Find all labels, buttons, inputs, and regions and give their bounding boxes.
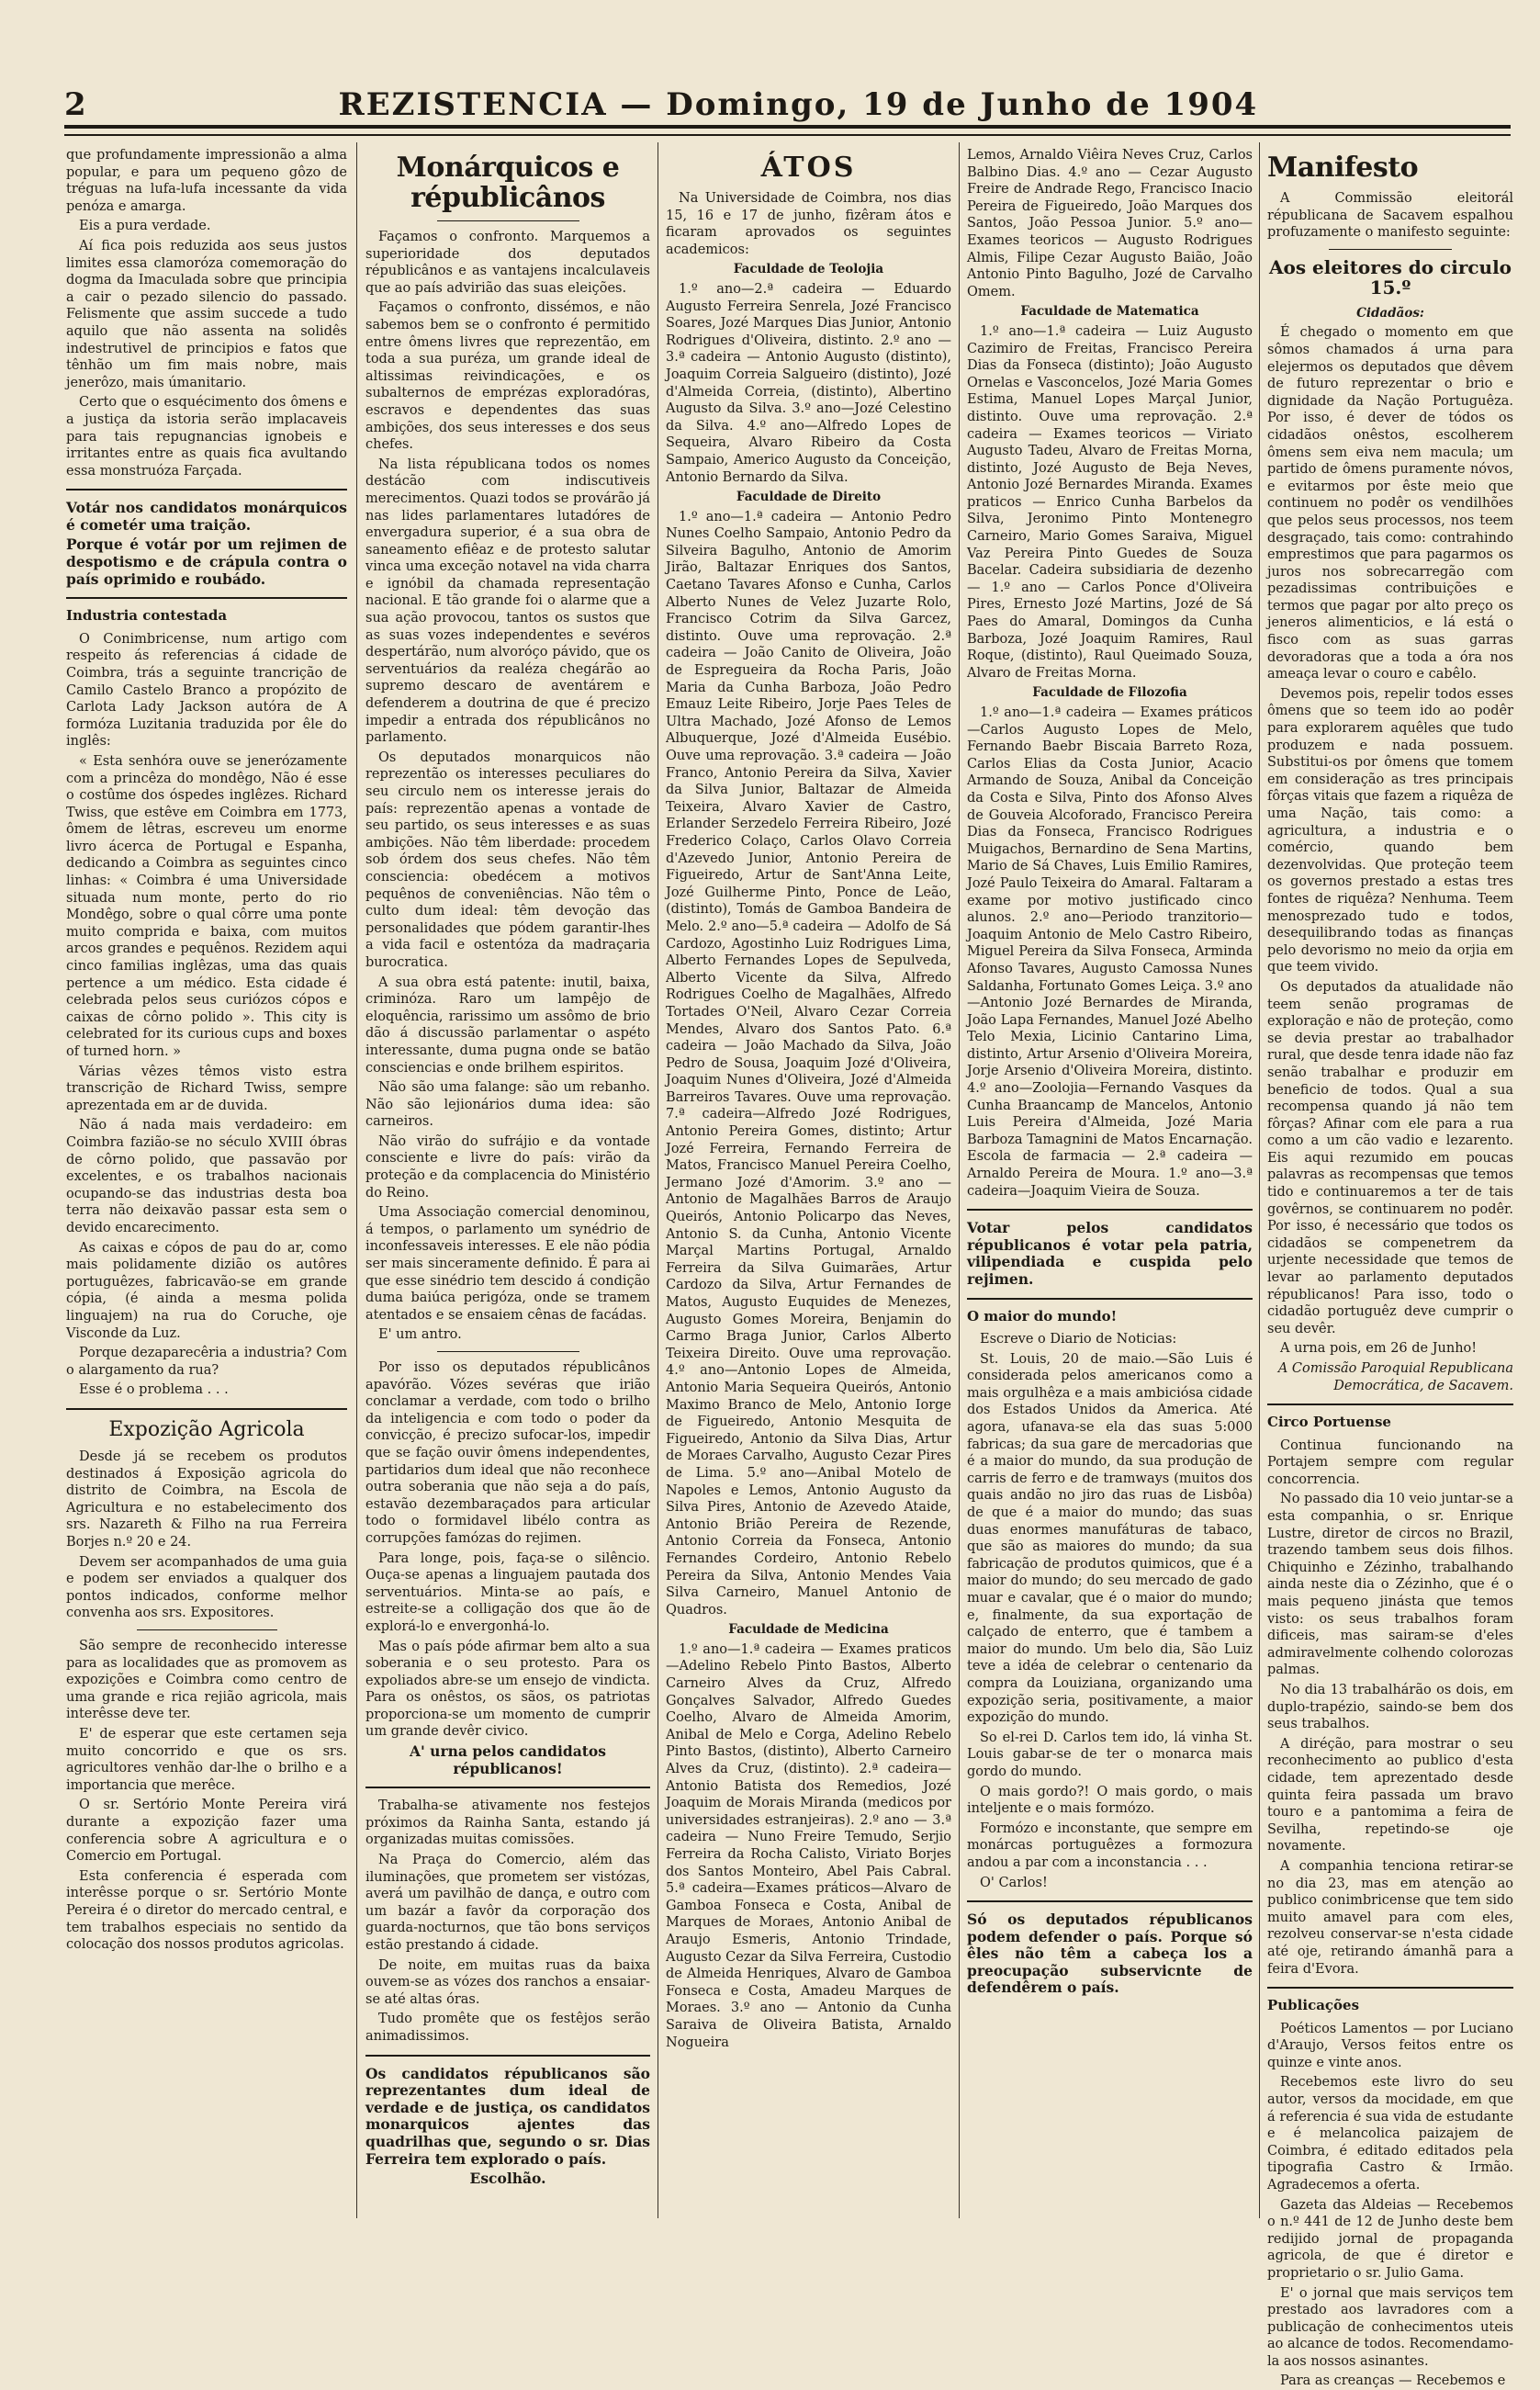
paragraph: Eis a pura verdade. (79, 219, 211, 234)
column-2 (365, 147, 650, 2214)
paragraph: A sua obra está patente: inutil, baixa, criminóza. Raro um lampêjo de eloquência, rarissimo um assômo de brio dão á discussão parlamentar o aspéto interessante, duma pugna onde se batão consciencias e onde brilhem espiritos. (365, 975, 650, 1076)
paragraph: Mas o país póde afirmar bem alto a sua soberania e o seu protesto. Para os expoliados abre-se um ensejo de vindicta. Para os onêstos, os sãos, os patriotas proporciona-se um momento de cumprir um grande devêr civico. (365, 1639, 650, 1740)
slogan: Porque é votár por um rejimen de despotismo e de crápula contra o país oprimido e roubádo. (66, 535, 347, 588)
article-title: Expozição Agricola (108, 1417, 305, 1441)
paragraph: Façamos o confronto. Marquemos a superioridade dos deputados républicânos e as vantajens incalculaveis que ao país advirião das suas eleições. (365, 230, 650, 296)
paragraph: O Conimbricense, num artigo com respeito ás referencias á cidade de Coimbra, trás a seguinte trancrição de Camilo Castelo Branco a propózito de Carlota Lady Jackson autóra de A formóza Luzitania traduzida por êle do inglês: (66, 631, 347, 750)
article-title: Publicações (1267, 1997, 1360, 2014)
article-title: Monárquicos e républicânos (396, 152, 620, 214)
paragraph: No dia 13 trabalhárão os dois, em duplo-trapézio, saindo-se bem dos seus trabalhos. (1267, 1683, 1513, 1732)
paragraph: Gazeta das Aldeias — Recebemos o n.º 441 de 12 de Junho deste bem redijido jornal de propaganda agricola, de que é diretor e proprietario o sr. Julio Gama. (1267, 2197, 1513, 2281)
paragraph: A Commissão eleitorál républicana de Sacavem espalhou profuzamente o manifesto seguinte: (1267, 191, 1513, 241)
section-title: Aos eleitores do circulo 15.º (1268, 255, 1512, 299)
section-title: Faculdade de Medicina (728, 1622, 889, 1638)
column-4 (967, 147, 1253, 2214)
paragraph: É chegado o momento em que sômos chamados á urna para elejermos os deputados que dêvem de futuro reprezentar o brio e dignidade da Nação Portuguêza. Por isso, é dever de tódos os cidadãos onêstos, escolherem ômens sem eiva nem macula; um partido de ômens puramente nóvos, e evitarmos por êste meio que continuem no podêr os vendilhões que pelos seus processos, nos teem desgraçado, tais como: contrahindo emprestimos que para pagarmos os juros nos sobrecarregão com pezadissimas contribuições e termos que pagar por alto preço os jeneros alimenticios, e lá está o fisco com as suas garras devoradoras que a toda a óra nos ameaça levar o couro e cabêlo. (1267, 325, 1513, 682)
article-title: Manifesto (1267, 152, 1419, 184)
paragraph: Desde já se recebem os produtos destinados á Exposição agricola do distrito de Coimbra, na Escola de Agricultura e no estabelecimento dos srs. Nazareth & Filho na rua Ferreira Borjes n.º 20 e 24. (66, 1449, 347, 1550)
paragraph: Trabalha-se ativamente nos festejos próximos da Rainha Santa, estando já organizadas muitas comissões. (365, 1798, 650, 1848)
paragraph: Na lista républicana todos os nomes destácão com indiscutiveis merecimentos. Quazi todos se provárão já nas lides parlamentares lutadóres de envergadura superior, é a sua obra de saneamento efiêaz e de protesto salutar vinca uma exceção notavel na vida charra e ignóbil da chamada representação nacional. E tão grande foi o alarme que a sua ação provocou, tantos os sustos que as suas vozes independentes e sevéros despertárão, num alvoróço pávido, que os serventuários da realéza chegárão ao supremo descaro de aventárem e defenderem a doutrina de que é precizo impedir a entrada dos républicânos no parlamento. (365, 457, 650, 746)
slogan: Só os deputados républicanos podem defender o país. Porque só êles não têm a cabeça los a preocupação subservicnte de defendêrem o país. (967, 1911, 1253, 1997)
section-title: Faculdade de Teolojia (733, 262, 884, 277)
paragraph: O sr. Sertório Monte Pereira virá durante a expozição fazer uma conferencia sobre A agricultura e o Comercio em Portugal. (66, 1798, 347, 1865)
paragraph: Por isso os deputados républicânos apavórão. Vózes sevéras que irião conclamar a verdade, com todo o brilho da inteligencia e com todo o poder da convicção, é precizo sufocar-los, impedir que se fação ouvir ômens independentes, partidarios dum ideal que não reconhece outra soberania que não seja a do país, estavão dezembaraçados para articular todo o formidavel libélo contra as corrupções famózas do rejimen. (365, 1360, 650, 1546)
paragraph: Tudo promête que os festêjos serão animadissimos. (365, 2012, 650, 2044)
paragraph: Poéticos Lamentos — por Luciano d'Araujo, Versos feitos entre os quinze e vinte anos. (1267, 2021, 1513, 2070)
paragraph: São sempre de reconhecido interesse para as localidades que as promovem as expozições e Coimbra como centro de uma grande e rica rejião agricola, mais interêsse deve ter. (66, 1639, 347, 1722)
paragraph: Formózo e inconstante, que sempre em monárcas portuguêzes a formozura andou a par com a inconstancia . . . (967, 1821, 1253, 1870)
article-title: Industria contestada (66, 607, 228, 625)
quote: « Esta senhóra ouve se jenerózamente com a princêza do mondêgo, Não é esse o costûme dos óspedes inglêzes. Richard Twiss, que estêve em Coimbra em 1773, ômem de lêtras, escreveu um enorme livro ácerca de Portugal e Espanha, dedicando a Coimbra as seguintes cinco linhas: « Coimbra é uma Universidade situada num monte, perto do rio Mondêgo, sobre o qual côrre uma ponte muito comprida e baixa, com muitos arcos grandes e pequênos. Rezidem aqui cinco familias inglêzas, uma das quais pertence a um médico. Esta cidade é celebrada pelos seus curiózos cópos e caixas de côrno polido ». This city is celebrated for its curious cups and boxes of turned horn. » (66, 753, 347, 1059)
paragraph: Uma Associação comercial denominou, á tempos, o parlamento um synédrio de inconfessaveis interesses. E ele não pódia ser mais sinceramente definido. É para ai que esse sinédrio tem descido á condição duma baiúca perigóza, onde se tramem atentados e se ensaiem cênas de facádas. (365, 1205, 650, 1323)
paragraph: E' o jornal que mais serviços tem prestado aos lavradores com a publicação de conhecimentos uteis ao alcance de todos. Recomendamo-la aos nossos asinantes. (1267, 2285, 1513, 2369)
slogan: Os candidatos républicanos são reprezentantes dum ideal de verdade e de justiça, os candidatos monarquicos ajentes das quadrilhas que, segundo o sr. Dias Ferreira tem explorado o país. (365, 2064, 650, 2168)
paragraph: Porque dezaparecêria a industria? Com o alargamento da rua? (66, 1346, 347, 1378)
masthead: REZISTENCIA — Domingo, 19 de Junho de 1904 (338, 86, 1259, 123)
column-divider (959, 142, 960, 2218)
paragraph: Esse é o problema . . . (79, 1382, 229, 1398)
paragraph: Devemos pois, repelir todos esses ômens que so teem ido ao podêr para explorarem aquêles que tudo produzem e nada possuem. Substitui-os por ômens que tomem em consideração as tres principais fôrças vitais que fazem a riquêza de uma Nação, tais como: a agricultura, a industria e o comércio, quando bem dezenvolvidas. Que proteção teem os governos prestado a estas tres fontes de riquêza? Nenhuma. Teem menosprezado tudo e todos, desequilibrando todas as finanças pelo devorismo no meio da orjia em que teem vivido. (1267, 686, 1513, 975)
paragraph: Não á nada mais verdadeiro: em Coimbra fazião-se no século XVIII óbras de côrno polido, que passavão por excelentes, e os trabalhos nacionais ocupando-se das industrias desta boa terra não deixavão passar esta sem o devido encarecimento. (66, 1118, 347, 1235)
paragraph: 1.º ano—1.ª cadeira — Exames práticos—Carlos Augusto Lopes de Melo, Fernando Baebr Biscaia Barreto Roza, Carlos Elias da Costa Junior, Acacio Armando de Souza, Anibal da Conceição da Costa e Silva, Pinto dos Afonso Alves de Gouveia Alcoforado, Francisco Pereira Dias da Fonseca, Francisco Rodrigues Muigachos, Bernardino de Sena Martins, Mario de Sá Chaves, Luis Emilio Ramires, Jozé Paulo Teixeira do Amaral. Faltaram a exame por motivo justificado cinco alunos. 2.º ano—Periodo tranzitorio—Joaquim Antonio de Melo Castro Ribeiro, Miguel Pereira da Silva Fonseca, Arminda Afonso Tavares, Augusto Camossa Nunes Saldanha, Fortunato Gomes Leiça. 3.º ano—Antonio Jozé Bernardes de Miranda, João Lapa Fernandes, Manuel Jozé Abelho Telo Mexia, Licinio Cantarino Lima, distinto, Artur Arsenio d'Oliveira Moreira, Jorje Arsenio d'Oliveira Moreira, distinto. 4.º ano—Zoolojia—Fernando Vasques da Cunha Braancamp de Mancelos, Antonio Luis Pereira d'Almeida, Jozé Maria Barboza Tamagnini de Matos Encarnação. Escola de farmacia — 2.ª cadeira — Arnaldo Pereira de Moura. 1.º ano—3.ª cadeira—Joaquim Vieira de Souza. (967, 705, 1253, 1199)
slogan: Votar pelos candidatos républicanos é votar pela patria, vilipendiada e cuspida pelo rejimen. (967, 1219, 1253, 1288)
salutation: Cidadãos: (1356, 305, 1424, 321)
paragraph: Certo que o esquécimento dos ômens e a justiça da istoria serão implacaveis para tais repugnancias ignobeis e irritantes entre as quais fica avultando essa monstruóza Farçada. (66, 395, 347, 479)
paragraph: 1.º ano—1.ª cadeira — Antonio Pedro Nunes Coelho Sampaio, Antonio Pedro da Silveira Bagulho, Antonio de Amorim Jirão, Baltazar Enriques dos Santos, Caetano Tavares Afonso e Cunha, Carlos Alberto Nunes de Velez Juzarte Rolo, Francisco Cotrim da Silva Garcez, distinto. Ouve uma reprovação. 2.ª cadeira — João Canito de Oliveira, João de Espregueira da Rocha Paris, João Maria da Cunha Barboza, João Pedro Emauz Leite Ribeiro, Jorje Paes Teles de Ultra Machado, Jozé Afonso de Lemos Albuquerque, Jozé d'Almeida Eusébio. Ouve uma reprovação. 3.ª cadeira — João Franco, Antonio Pereira da Silva, Xavier da Silva Junior, Baltazar de Almeida Teixeira, Alvaro Xavier de Castro, Erlander Serzedelo Ferreira Ribeiro, Jozé Frederico Colaço, Carlos Olavo Correia d'Azevedo Junior, Antonio Pereira de Figueiredo, Artur de Sant'Anna Leite, Jozé Guilherme Pinto, Ponce de Leão, (distinto), Tomás de Gamboa Bandeira de Melo. 2.º ano—5.ª cadeira — Adolfo de Sá Cardozo, Agostinho Luiz Rodrigues Lima, Alberto Fernandes Lopes de Sepulveda, Alberto Vicente da Silva, Alfredo Rodrigues Coelho de Magalhães, Alfredo Tortades O'Neil, Alvaro Cezar Correia Mendes, Alvaro dos Santos Pato. 6.ª cadeira — João Machado da Silva, João Pedro de Sousa, Joaquim Jozé d'Oliveira, Joaquim Nunes d'Oliveira, Jozé d'Almeida Barreiros Tavares. Ouve uma reprovação. 7.ª cadeira—Alfredo Jozé Rodrigues, Antonio Pereira Gomes, distinto; Artur Jozé Ferreira, Fernando Ferreira de Matos, Francisco Manuel Pereira Coelho, Jermano Jozé d'Amorim. 3.º ano — Antonio de Magalhães Barros de Araujo Queirós, Antonio Policarpo das Neves, Antonio S. da Cunha, Antonio Vicente Marçal Martins Portugal, Arnaldo Ferreira da Silva Guimarães, Artur Cardozo da Silva, Artur Fernandes de Matos, Augusto Euquides de Menezes, Augusto Gomes Moreira, Benjamin do Carmo Braga Junior, Carlos Alberto Teixeira Direito. Ouve uma reprovação. 4.º ano—Antonio Lopes de Almeida, Antonio Maria Sequeira Queirós, Antonio Maximo Branco de Melo, Antonio Iorge de Figueiredo, Antonio Mesquita de Figueiredo, Antonio da Silva Dias, Artur de Moraes Carvalho, Augusto Cezar Pires de Lima. 5.º ano—Anibal Motelo de Napoles e Lemos, Antonio Augusto da Silva Pires, Antonio de Azevedo Ataide, Antonio Brião Pereira de Rezende, Antonio Correia da Fonseca, Antonio Fernandes Cordeiro, Antonio Rebelo Pereira da Silva, Antonio Mendes Vaia Silva Carneiro, Manuel Antonio de Quadros. (666, 509, 951, 1618)
paragraph: Não virão do sufrájio e da vontade consciente e livre do país: virão da proteção e da complacencia do Ministério do Reino. (365, 1133, 650, 1201)
column-5 (1267, 147, 1513, 2389)
paragraph: Os deputados monarquicos não reprezentão os interesses peculiares do seu circulo nem os interesse jerais do país: reprezentão apenas a vontade de seu partido, os seus interesses e as suas ambições. Não têm liberdade: procedem sob órdem dos seus chefes. Não têm consciencia: obedécem a motivos pequênos de conveniências. Não têm o culto dum ideal: têm devoção das personalidades que pódem garantir-lhes a vida facil e ostentóza da madraçaria burocratica. (365, 750, 650, 970)
slogan: Votár nos candidatos monárquicos é cometér uma traição. (66, 499, 347, 534)
page-number: 2 (64, 86, 86, 123)
column-1 (66, 147, 347, 2214)
page-header (64, 85, 1511, 129)
paragraph: que profundamente impressionão a alma popular, e para um pequeno gôzo de tréguas na lufa-lufa incessante da vida penóza e amarga. (66, 148, 347, 214)
paragraph: As caixas e cópos de pau do ar, como mais polidamente dizião os autôres portuguêzes, fabricavão-se em grande cópia, (é ainda a mesma polida linguajem) na rua do Coruche, oje Visconde da Luz. (66, 1240, 347, 1341)
article-title: ÁTOS (760, 152, 857, 184)
slogan-end: Escolhão. (469, 2170, 546, 2188)
paragraph: A companhia tenciona retirar-se no dia 23, mas em atenção ao publico conimbricense que tem sido muito amavel para com eles, rezolveu conservar-se n'esta cidade até oje, retirando ámanhã para a feira d'Evora. (1267, 1858, 1513, 1977)
paragraph: So el-rei D. Carlos tem ido, lá vinha St. Louis gabar-se de ter o monarca mais gordo do mundo. (967, 1730, 1253, 1779)
article-title: Circo Portuense (1267, 1414, 1391, 1431)
paragraph: Várias vêzes têmos visto estra transcrição de Richard Twiss, sempre aprezentada em ar de duvida. (66, 1064, 347, 1113)
paragraph: A diréção, para mostrar o seu reconhecimento ao publico d'esta cidade, tem aprezentado desde quinta feira passada um bravo touro e a pantomima a feira de Sevilha, repetindo-se oje novamente. (1267, 1736, 1513, 1855)
paragraph: Continua funcionando na Portajem sempre com regular concorrencia. (1267, 1437, 1513, 1487)
paragraph: A urna pois, em 26 de Junho! (1280, 1341, 1478, 1357)
column-3 (666, 147, 951, 2214)
column-divider (356, 142, 357, 2218)
paragraph: Escreve o Diario de Noticias: (980, 1332, 1177, 1347)
section-title: Faculdade de Filozofia (1032, 685, 1187, 701)
paragraph: Na Praça do Comercio, além das iluminações, que prometem ser vistózas, averá um pavilhão de dança, e outro com um bazár a favôr da corporação dos guarda-nocturnos, que tão bons serviços estão prestando á cidade. (365, 1853, 650, 1953)
paragraph: Aí fica pois reduzida aos seus justos limites essa clamoróza comemoração do dogma da Imaculada sobre que principia a cair o pezado silencio do passado. Felismente que assim succede a tudo aquilo que não assenta na solidês indestrutivel de principios e fatos que tênhão um fim mais nobre, mais jenerôzo, mais úmanitario. (66, 238, 347, 390)
paragraph: Na Universidade de Coimbra, nos dias 15, 16 e 17 de junho, fizêram átos e ficaram aprovados os seguintes academicos: (666, 191, 951, 257)
paragraph: Devem ser acompanhados de uma guia e podem ser enviados a qualquer dos pontos indicados, conforme melhor convenha aos srs. Expositores. (66, 1554, 347, 1621)
paragraph: Não são uma falange: são um rebanho. Não são lejionários duma idea: são carneiros. (365, 1080, 650, 1130)
header-rule (64, 134, 1511, 136)
paragraph: 1.º ano—1.ª cadeira — Exames praticos—Adelino Rebelo Pinto Bastos, Alberto Carneiro Alves da Cruz, Alfredo Gonçalves Salvador, Alfredo Guedes Coelho, Alvaro de Almeida Amorim, Anibal de Melo e Corga, Adelino Rebelo Pinto Bastos, (distinto), Alberto Carneiro Alves da Cruz, (distinto). 2.ª cadeira—Antonio Batista dos Remedios, Jozé Joaquim de Morais Miranda (medicos por universidades estranjeiras). 2.º ano — 3.ª cadeira — Nuno Freire Temudo, Serjio Ferreira da Rocha Calisto, Viriato Borjes dos Santos Monteiro, Abel Pais Cabral. 5.ª cadeira—Exames práticos—Alvaro de Gamboa Fonseca e Costa, Anibal de Marques de Moraes, Antonio Anibal de Araujo Esmeris, Antonio Trindade, Augusto Cezar da Silva Ferreira, Custodio de Almeida Henriques, Alvaro de Gamboa Fonseca e Costa, Amadeu Marques de Moraes. 3.º ano — Antonio da Cunha Saraiva de Oliveira Batista, Arnaldo Nogueira (666, 1641, 951, 2050)
paragraph: Façamos o confronto, dissémos, e não sabemos bem se o confronto é permitido entre ômens livres que reprezentão, em toda a sua puréza, um grande ideal de altissimas reivindicações, e os subalternos de emprézas explorad​óras, escravos e dependentes das suas ambições, dos seus interesses e dos seus chefes. (365, 300, 650, 453)
paragraph: Lemos, Arnaldo Viêira Neves Cruz, Carlos Balbino Dias. 4.º ano — Cezar Augusto Freire de Andrade Rego, Francisco Inacio Pereira de Figueiredo, João Marques dos Santos, João Pessoa Junior. 5.º ano—Exames teoricos — Augusto Rodrigues Almis, Filipe Cezar Augusto Baião, João Antonio Pinto Bagulho, Jozé de Carvalho Omem. (967, 148, 1253, 299)
paragraph: Para longe, pois, faça-se o silêncio. Ouça-se apenas a linguajem pautada dos serventuários. Minta-se ao país, e estreite-se a colligação dos que ão de explorá-lo e envergonhá-lo. (365, 1550, 650, 1634)
paragraph: Para as creanças — Recebemos e (1280, 2373, 1506, 2389)
paragraph: E' um antro. (378, 1327, 462, 1343)
section-title: Faculdade de Matematica (1020, 304, 1199, 320)
paragraph: Os deputados da atualidade não teem senão programas de exploração e não de proteção, como se devia prestar ao trabalhador rural, que desde tenra idade não faz senão trabalhar e produzir em beneficio de todos. Qual a sua recompensa quando já não tem fôrças? Afinar com ele para a rua como a um cão vadio e lezarento. Eis aqui rezumido em poucas palavras as recompensas que temos tido e continuaremos a ter de tais govêrnos, se continuarem no podêr. Por isso, é necessário que todos os cidadãos se compenetrem da urjente necessidade que temos de levar ao parlamento deputados républicanos! Para isso, todo o cidadão portuguêz deve cumprir o seu devêr. (1267, 979, 1513, 1336)
column-divider (1259, 142, 1260, 2218)
paragraph: O mais gordo?! O mais gordo, o mais inteljente e o mais formózo. (967, 1784, 1253, 1817)
paragraph: No passado dia 10 veio juntar-se a esta companhia, o sr. Enrique Lustre, diretor de circos no Brazil, trazendo tambem seus dois filhos. Chiquinho e Zézinho, trabalhando ainda neste dia o Zézinho, que é o mais pequeno jinásta que temos visto: os seus trabalhos foram dificeis, mas sairam-se d'eles admiravelmente colhendo colorozas palmas. (1267, 1492, 1513, 1678)
section-title: Faculdade de Direito (736, 490, 882, 505)
paragraph: 1.º ano—1.ª cadeira — Luiz Augusto Cazimiro de Freitas, Francisco Pereira Dias da Fonseca (distinto); João Augusto Ornelas e Vasconcelos, Jozé Maria Gomes Estima, Manuel Lopes Marçal Junior, distinto. Ouve uma reprovação. 2.ª cadeira — Exames teoricos — Viriato Augusto Tadeu, Alvaro de Freitas Morna, distinto, Jozé Augusto de Beja Neves, Antonio Jozé Bernardes Miranda. Exames praticos — Enrico Cunha Barbelos da Silva, Jeronimo Pinto Montenegro Carneiro, Mario Gomes Saraiva, Miguel Vaz Pereira Pinto Guedes de Souza Bacelar. Cadeira subsidiaria de dezenho — 1.º ano — Carlos Ponce d'Oliveira Pires, Ernesto Jozé Martins, Jozé de Sá Paes do Amaral, Domingos da Cunha Barboza, Jozé Joaquim Ramires, Raul Roque, (distinto), Raul Queimado Souza, Alvaro de Freitas Morna. (967, 323, 1253, 681)
article-title: O maior do mundo! (967, 1307, 1118, 1325)
paragraph: 1.º ano—2.ª cadeira — Eduardo Augusto Ferreira Senrela, Jozé Francisco Soares, Jozé Marques Dias Junior, Antonio Rodrigues d'Oliveira, distinto. 2.º ano — 3.ª cadeira — Antonio Augusto (distinto), Joaquim Correia Salgueiro (distinto), Jozé d'Almeida Correia, (distinto), Albertino Augusto da Silva. 3.º ano—Jozé Celestino da Silva. 4.º ano—Alfredo Lopes de Sequeira, Alvaro Ribeiro da Costa Sampaio, Americo Augusto da Conceição, Antonio Bernardo da Silva. (666, 281, 951, 485)
signature: A Comissão Paroquial Republicana Democrática, de Sacavem. (1277, 1361, 1513, 1393)
slogan: A' urna pelos candidatos républicanos! (410, 1742, 606, 1777)
paragraph: Recebemos este livro do seu autor, versos da mocidade, em que á referencia é sua vida de estudante e é melancolica paizajem de Coimbra, é editado editados pela tipografia Castro & Irmão. Agradecemos a oferta. (1267, 2075, 1513, 2193)
paragraph: Esta conferencia é esperada com interêsse porque o sr. Sertório Monte Pereira é o diretor do mercado central, e tem trabalhos especiais no sentido da colocação dos nossos produtos agricolas. (66, 1868, 347, 1953)
paragraph: De noite, em muitas ruas da baixa ouvem-se as vózes dos ranchos a ensaiar-se até altas óras. (365, 1957, 650, 2007)
paragraph: O' Carlos! (980, 1875, 1048, 1890)
paragraph: E' de esperar que este certamen seja muito concorrido e que os srs. agricultores venhão dar-lhe o brilho e a importancia que merêce. (66, 1726, 347, 1793)
paragraph: St. Louis, 20 de maio.—São Luis é considerada pelos americanos como a mais orgulhêza e a mais ambiciósa cidade dos Estados Unidos da America. Até agora, ufanava-se ela das suas 5:000 fabricas; da sua gare de mercadorias que é a maior do mundo, da sua produção de carris de ferro e de tramways (muitos dos quais andão no jiro das ruas de Lisbôa) de que é a maior do mundo; das suas duas enormes manufáturas de tabaco, que são as maiores do mundo; da sua fabricação de produtos quimicos, que é a maior do mundo; do seu mercado de gado muar e cavalar, que é o maior do mundo; e, finalmente, da sua exportação de calçado de enterro, que é tambem a maior do mundo. Um belo dia, São Luiz teve a idéa de celebrar o centenario da compra da Louiziana, organizando uma expozição seria, positivamente, a maior expozição do mundo. (967, 1351, 1253, 1726)
